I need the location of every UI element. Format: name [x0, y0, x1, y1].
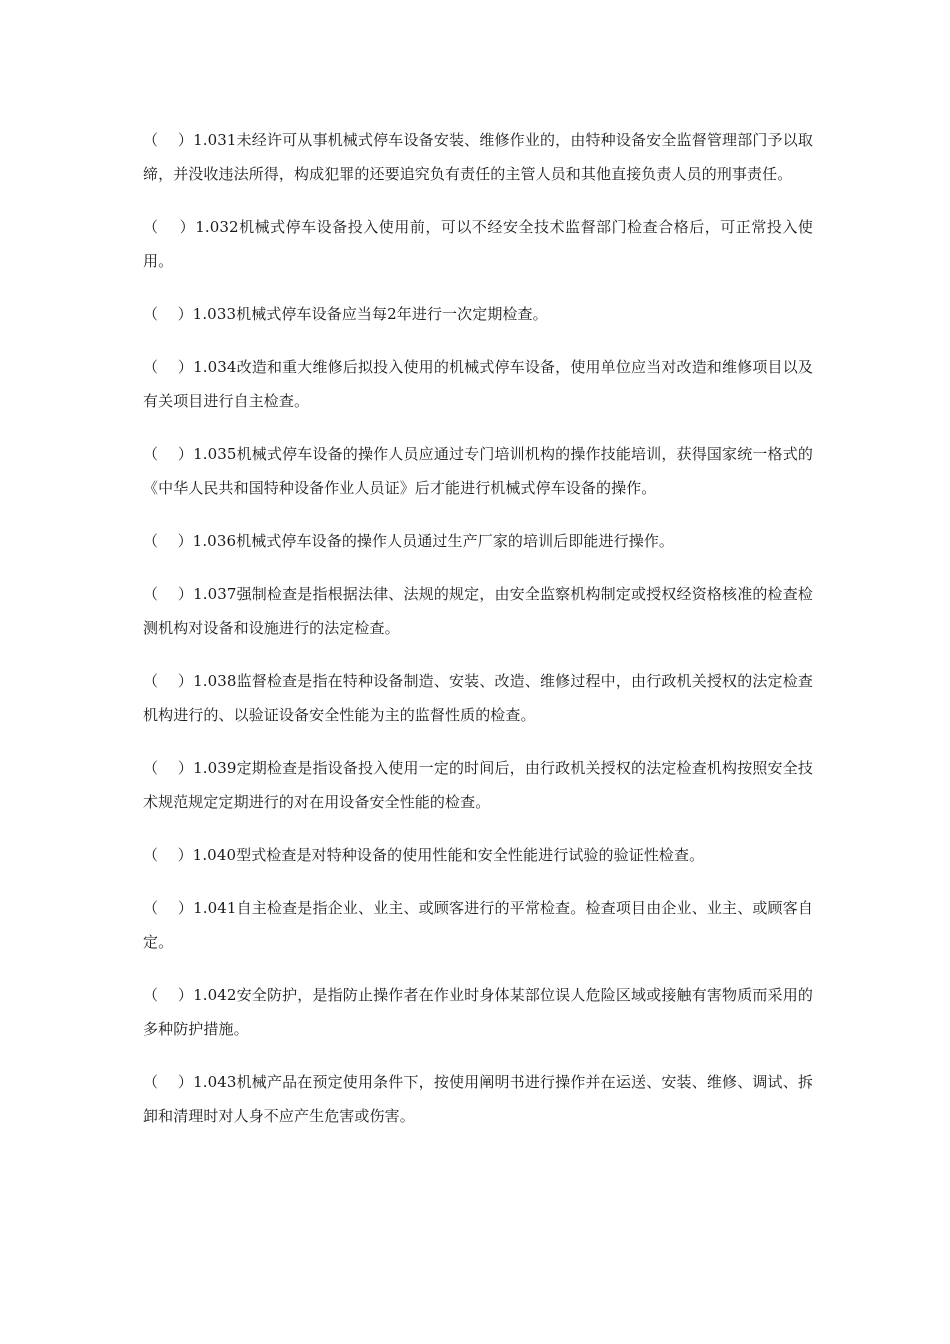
question-item: （ ）1.038监督检查是指在特种设备制造、安装、改造、维修过程中，由行政机关授权的法定检查机构进行的、以验证设备安全性能为主的监督性质的检查。: [143, 672, 813, 724]
question-list: [143, 123, 813, 1152]
question-item: （ ）1.033机械式停车设备应当每2年进行一次定期检查。: [143, 305, 548, 323]
question-item: （ ）1.032机械式停车设备投入使用前，可以不经安全技术监督部门检查合格后，可正常投入使用。: [143, 218, 813, 270]
question-item: （ ）1.036机械式停车设备的操作人员通过生产厂家的培训后即能进行操作。: [143, 532, 675, 550]
question-item: （ ）1.034改造和重大维修后拟投入使用的机械式停车设备，使用单位应当对改造和维修项目以及有关项目进行自主检查。: [143, 358, 813, 410]
question-item: （ ）1.040型式检查是对特种设备的使用性能和安全性能进行试验的验证性检查。: [143, 846, 705, 864]
question-item: （ ）1.043机械产品在预定使用条件下，按使用阐明书进行操作并在运送、安装、维修、调试、拆卸和清理时对人身不应产生危害或伤害。: [143, 1073, 813, 1125]
question-item: （ ）1.031未经许可从事机械式停车设备安装、维修作业的，由特种设备安全监督管理部门予以取缔，并没收违法所得，构成犯罪的还要追究负有责任的主管人员和其他直接负责人员的刑事责任。: [143, 131, 813, 183]
question-item: （ ）1.035机械式停车设备的操作人员应通过专门培训机构的操作技能培训，获得国家统一格式的《中华人民共和国特种设备作业人员证》后才能进行机械式停车设备的操作。: [143, 445, 813, 497]
question-item: （ ）1.041自主检查是指企业、业主、或顾客进行的平常检查。检查项目由企业、业主、或顾客自定。: [143, 899, 813, 951]
question-item: （ ）1.039定期检查是指设备投入使用一定的时间后，由行政机关授权的法定检查机构按照安全技术规范规定定期进行的对在用设备安全性能的检查。: [143, 759, 813, 811]
question-item: （ ）1.037强制检查是指根据法律、法规的规定，由安全监察机构制定或授权经资格核准的检查检测机构对设备和设施进行的法定检查。: [143, 585, 813, 637]
question-item: （ ）1.042安全防护，是指防止操作者在作业时身体某部位误人危险区域或接触有害物质而采用的多种防护措施。: [143, 986, 813, 1038]
